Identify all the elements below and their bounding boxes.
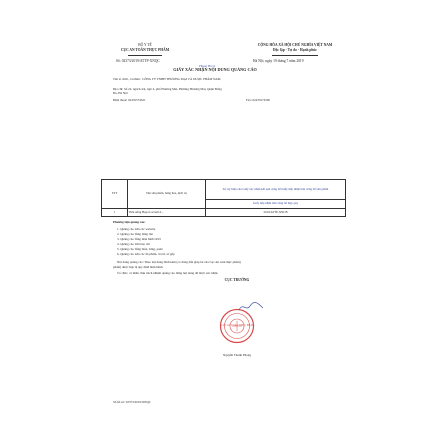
product-table	[101, 179, 346, 217]
organization-fax: Fax: 02435574560	[246, 98, 270, 102]
row-stt: 1	[102, 209, 128, 217]
ministry-name: BỘ Y TẾ	[138, 43, 152, 47]
document-number: Số: 02373/2019/ATTP-XNQC	[116, 59, 160, 63]
responsibility-note: Tổ chức, cá nhân chịu trách nhiệm quảng cáo đúng nội dung đã được xác nhận.	[117, 271, 219, 275]
handwritten-mark: Phụng Hà Lĩ	[199, 64, 216, 68]
document-title: GIẤY XÁC NHẬN NỘI DUNG QUẢNG CÁO	[173, 67, 257, 72]
table-header-row	[102, 180, 346, 200]
republic-name: CỘNG HÒA XÃ HỘI CHỦ NGHĨA VIỆT NAM	[257, 43, 333, 47]
department-name: CỤC AN TOÀN THỰC PHẨM	[120, 48, 170, 52]
method-item: 4. Quảng cáo trên báo chí	[117, 242, 150, 246]
methods-label: Phương tiện quảng cáo:	[113, 220, 146, 224]
method-item: 3. Quảng cáo bằng màn hình LED	[117, 237, 161, 241]
signer-name: Nguyễn Thanh Phong	[223, 353, 251, 357]
header-certificate: Số, ký hiệu của Giấy xác nhận kết quả công bố/Giấy tiếp nhận bản công bố sản phẩm	[206, 180, 346, 200]
method-item: 1. Quảng cáo trên các website	[117, 227, 156, 231]
row-product-name: Viên uống Hepa Lacrem 0...	[128, 209, 206, 217]
header-divider-left	[128, 55, 162, 56]
organization-address-cont: Đa, Hà Nội	[113, 91, 128, 95]
header-certificate-2: Giấy tiếp nhận bản công bố hợp quy	[206, 200, 346, 209]
table-row	[102, 209, 346, 217]
header-stt: STT	[102, 180, 128, 209]
national-motto: Độc lập - Tự do - Hạnh phúc	[273, 48, 317, 52]
method-item: 2. Quảng cáo bằng băng rôn	[117, 232, 153, 236]
place-and-date: Hà Nội, ngày 19 tháng 7 năm 2019	[253, 59, 304, 63]
organization-phone: Điện thoại: 02435574321	[113, 98, 146, 102]
method-item: 5. Quảng cáo bằng biển, bảng, panô	[117, 247, 163, 251]
organization-address: Địa chỉ: Số 22, ngách 4/4, ngõ 4, phố Phương Mai, Phường Phương Mai, Quận Đống	[113, 87, 222, 91]
header-divider-right	[272, 55, 318, 56]
content-note-cont: phẩm) được hợp lệ quy định hiện hành.	[113, 265, 164, 269]
stamp-text: CỤC AN TOÀN THỰC PHẨM	[221, 324, 255, 327]
method-item: 6. Quảng cáo trên các ấn phẩm, tờ rơi, tờ gấp	[117, 252, 175, 256]
signer-title: CỤC TRƯỞNG	[224, 278, 250, 282]
content-note: Nội dung quảng cáo: Theo nội dung đính kèm (có đóng dấu giáp lai của Cục An toàn thực phẩm)	[117, 260, 241, 264]
footer-document-ref: Số hồ sơ: 02373/2019/XNQC	[113, 400, 151, 404]
header-product-name: Tên sản phẩm, hàng hóa, dịch vụ	[128, 180, 206, 209]
row-certificate: 2019/ATTP-XNCB	[206, 209, 346, 217]
organization-name: Tên tổ chức, cá nhân : CÔNG TY TNHH THƯƠNG MẠI VÀ DƯỢC PHẨM NAM	[113, 77, 221, 81]
signature-scribble-icon	[238, 300, 264, 314]
